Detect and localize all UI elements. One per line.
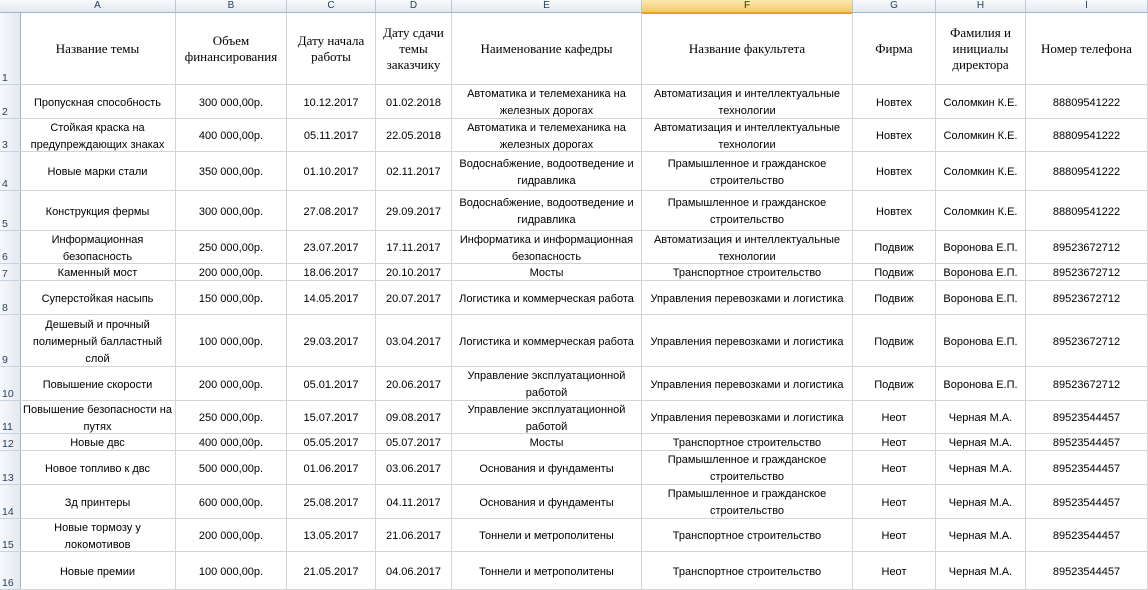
cell-topic[interactable]: Стойкая краска на предупреждающих знаках	[20, 119, 176, 152]
cell-phone[interactable]: 89523544457	[1026, 519, 1148, 552]
cell-topic[interactable]: Новые тормозу у локомотивов	[20, 519, 176, 552]
row-number: 15	[2, 539, 14, 551]
cell-start[interactable]: 01.10.2017	[287, 152, 376, 191]
cell-firm[interactable]: Подвиж	[853, 367, 936, 401]
row-number: 9	[2, 354, 8, 366]
cell-director[interactable]: Черная М.А.	[936, 401, 1026, 434]
cell-department[interactable]: Автоматика и телемеханика на железных дорогах	[452, 85, 642, 119]
cell-start[interactable]: 23.07.2017	[287, 231, 376, 264]
cell-faculty[interactable]: Транспортное строительство	[642, 552, 853, 590]
cell-department[interactable]: Логистика и коммерческая работа	[452, 281, 642, 315]
cell-director[interactable]: Черная М.А.	[936, 552, 1026, 590]
column-header-d[interactable]: D	[376, 0, 452, 13]
cell-start[interactable]: 10.12.2017	[287, 85, 376, 119]
cell-start[interactable]: 25.08.2017	[287, 485, 376, 519]
cell-start[interactable]: 21.05.2017	[287, 552, 376, 590]
cell-department[interactable]: Тоннели и метрополитены	[452, 519, 642, 552]
cell-department[interactable]: Водоснабжение, водоотведение и гидравлика	[452, 152, 642, 191]
cell-faculty[interactable]: Прамышленное и гражданское строительство	[642, 451, 853, 485]
cell-due[interactable]: 29.09.2017	[376, 191, 452, 231]
cell-director[interactable]: Воронова Е.П.	[936, 315, 1026, 367]
cell-funding[interactable]: 200 000,00р.	[176, 519, 287, 552]
cell-phone[interactable]: 89523672712	[1026, 315, 1148, 367]
cell-phone[interactable]: 89523544457	[1026, 451, 1148, 485]
column-header-e[interactable]: E	[452, 0, 642, 13]
row-number: 12	[2, 438, 14, 450]
cell-start[interactable]: 05.01.2017	[287, 367, 376, 401]
row-number: 5	[2, 218, 8, 230]
cell-firm[interactable]: Новтех	[853, 85, 936, 119]
cell-funding[interactable]: 300 000,00р.	[176, 191, 287, 231]
cell-due[interactable]: 17.11.2017	[376, 231, 452, 264]
cell-department[interactable]: Управление эксплуатационной работой	[452, 367, 642, 401]
row-header-2[interactable]	[0, 85, 21, 119]
cell-firm[interactable]: Новтех	[853, 152, 936, 191]
cell-faculty[interactable]: Прамышленное и гражданское строительство	[642, 152, 853, 191]
cell-phone[interactable]: 88809541222	[1026, 191, 1148, 231]
cell-director[interactable]: Соломкин К.Е.	[936, 85, 1026, 119]
cell-topic[interactable]: Пропускная способность	[20, 85, 176, 119]
row-number: 4	[2, 178, 8, 190]
cell-faculty[interactable]: Управления перевозками и логистика	[642, 401, 853, 434]
cell-director[interactable]: Воронова Е.П.	[936, 281, 1026, 315]
cell-due[interactable]: 22.05.2018	[376, 119, 452, 152]
cell-start[interactable]: 14.05.2017	[287, 281, 376, 315]
cell-funding[interactable]: 100 000,00р.	[176, 552, 287, 590]
column-header-c[interactable]: C	[287, 0, 376, 13]
cell-phone[interactable]: 89523544457	[1026, 401, 1148, 434]
cell-topic[interactable]: Суперстойкая насыпь	[20, 281, 176, 315]
cell-department[interactable]: Водоснабжение, водоотведение и гидравлика	[452, 191, 642, 231]
column-header-h[interactable]: H	[936, 0, 1026, 13]
cell-start[interactable]: 27.08.2017	[287, 191, 376, 231]
row-number: 13	[2, 472, 14, 484]
cell-firm[interactable]: Неот	[853, 434, 936, 451]
cell-department[interactable]: Информатика и информационная безопасность	[452, 231, 642, 264]
cell-phone[interactable]: 89523672712	[1026, 367, 1148, 401]
header-cell-department[interactable]: Наименование кафедры	[452, 13, 642, 85]
cell-firm[interactable]: Подвиж	[853, 264, 936, 281]
cell-funding[interactable]: 600 000,00р.	[176, 485, 287, 519]
row-header-1[interactable]	[0, 13, 21, 85]
cell-faculty[interactable]: Прамышленное и гражданское строительство	[642, 191, 853, 231]
cell-department[interactable]: Мосты	[452, 434, 642, 451]
cell-topic[interactable]: Информационная безопасность	[20, 231, 176, 264]
cell-director[interactable]: Черная М.А.	[936, 519, 1026, 552]
cell-start[interactable]: 05.05.2017	[287, 434, 376, 451]
cell-due[interactable]: 05.07.2017	[376, 434, 452, 451]
cell-due[interactable]: 03.06.2017	[376, 451, 452, 485]
cell-topic[interactable]: Новое топливо к двс	[20, 451, 176, 485]
cell-faculty[interactable]: Транспортное строительство	[642, 264, 853, 281]
cell-phone[interactable]: 88809541222	[1026, 152, 1148, 191]
cell-faculty[interactable]: Автоматизация и интеллектуальные технологии	[642, 85, 853, 119]
cell-firm[interactable]: Новтех	[853, 191, 936, 231]
cell-firm[interactable]: Подвиж	[853, 281, 936, 315]
row-header-5[interactable]	[0, 191, 21, 231]
row-number: 14	[2, 506, 14, 518]
cell-funding[interactable]: 250 000,00р.	[176, 401, 287, 434]
cell-phone[interactable]: 88809541222	[1026, 119, 1148, 152]
cell-due[interactable]: 20.10.2017	[376, 264, 452, 281]
column-header-b[interactable]: B	[176, 0, 287, 13]
cell-department[interactable]: Логистика и коммерческая работа	[452, 315, 642, 367]
row-header-4[interactable]	[0, 152, 21, 191]
cell-funding[interactable]: 100 000,00р.	[176, 315, 287, 367]
header-cell-director[interactable]: Фамилия и инициалы директора	[936, 13, 1026, 85]
cell-due[interactable]: 20.06.2017	[376, 367, 452, 401]
cell-topic[interactable]: Каменный мост	[20, 264, 176, 281]
row-header-11[interactable]	[0, 401, 21, 434]
cell-funding[interactable]: 150 000,00р.	[176, 281, 287, 315]
cell-topic[interactable]: Дешевый и прочный полимерный балластный слой	[20, 315, 176, 367]
row-number: 6	[2, 251, 8, 263]
header-cell-firm[interactable]: Фирма	[853, 13, 936, 85]
row-number: 10	[2, 388, 14, 400]
cell-start[interactable]: 01.06.2017	[287, 451, 376, 485]
cell-topic[interactable]: Новые премии	[20, 552, 176, 590]
cell-department[interactable]: Автоматика и телемеханика на железных дорогах	[452, 119, 642, 152]
column-header-a[interactable]: A	[20, 0, 176, 13]
row-number: 16	[2, 577, 14, 589]
cell-director[interactable]: Черная М.А.	[936, 434, 1026, 451]
cell-phone[interactable]: 89523544457	[1026, 552, 1148, 590]
cell-firm[interactable]: Неот	[853, 519, 936, 552]
row-number: 1	[2, 72, 8, 84]
cell-topic[interactable]: Зд принтеры	[20, 485, 176, 519]
row-header-7[interactable]	[0, 264, 21, 281]
cell-director[interactable]: Черная М.А.	[936, 451, 1026, 485]
cell-phone[interactable]: 89523544457	[1026, 434, 1148, 451]
cell-firm[interactable]: Подвиж	[853, 231, 936, 264]
cell-department[interactable]: Тоннели и метрополитены	[452, 552, 642, 590]
header-cell-phone[interactable]: Номер телефона	[1026, 13, 1148, 85]
cell-department[interactable]: Основания и фундаменты	[452, 485, 642, 519]
row-number: 2	[2, 106, 8, 118]
cell-funding[interactable]: 500 000,00р.	[176, 451, 287, 485]
cell-funding[interactable]: 400 000,00р.	[176, 434, 287, 451]
cell-funding[interactable]: 300 000,00р.	[176, 85, 287, 119]
cell-director[interactable]: Соломкин К.Е.	[936, 152, 1026, 191]
row-header-14[interactable]	[0, 485, 21, 519]
header-cell-topic[interactable]: Название темы	[20, 13, 176, 85]
row-header-6[interactable]	[0, 231, 21, 264]
cell-phone[interactable]: 89523672712	[1026, 231, 1148, 264]
cell-firm[interactable]: Неот	[853, 401, 936, 434]
row-header-3[interactable]	[0, 119, 21, 152]
cell-due[interactable]: 01.02.2018	[376, 85, 452, 119]
column-header-f[interactable]: F	[642, 0, 853, 14]
cell-director[interactable]: Черная М.А.	[936, 485, 1026, 519]
cell-due[interactable]: 02.11.2017	[376, 152, 452, 191]
cell-topic[interactable]: Повышение скорости	[20, 367, 176, 401]
cell-topic[interactable]: Повышение безопасности на путях	[20, 401, 176, 434]
row-header-15[interactable]	[0, 519, 21, 552]
row-header-12[interactable]	[0, 434, 21, 451]
cell-due[interactable]: 04.06.2017	[376, 552, 452, 590]
cell-due[interactable]: 20.07.2017	[376, 281, 452, 315]
row-header-10[interactable]	[0, 367, 21, 401]
cell-department[interactable]: Мосты	[452, 264, 642, 281]
cell-faculty[interactable]: Управления перевозками и логистика	[642, 367, 853, 401]
cell-due[interactable]: 03.04.2017	[376, 315, 452, 367]
row-number: 11	[2, 421, 13, 433]
cell-phone[interactable]: 89523544457	[1026, 485, 1148, 519]
cell-start[interactable]: 29.03.2017	[287, 315, 376, 367]
cell-director[interactable]: Воронова Е.П.	[936, 367, 1026, 401]
header-cell-faculty[interactable]: Название факультета	[642, 13, 853, 85]
header-cell-start[interactable]: Дату начала работы	[287, 13, 376, 85]
cell-director[interactable]: Воронова Е.П.	[936, 231, 1026, 264]
cell-faculty[interactable]: Транспортное строительство	[642, 434, 853, 451]
row-header-13[interactable]	[0, 451, 21, 485]
cell-department[interactable]: Основания и фундаменты	[452, 451, 642, 485]
cell-faculty[interactable]: Прамышленное и гражданское строительство	[642, 485, 853, 519]
cell-funding[interactable]: 200 000,00р.	[176, 367, 287, 401]
cell-topic[interactable]: Новые двс	[20, 434, 176, 451]
cell-phone[interactable]: 88809541222	[1026, 85, 1148, 119]
row-header-8[interactable]	[0, 281, 21, 315]
column-header-i[interactable]: I	[1026, 0, 1148, 13]
cell-funding[interactable]: 200 000,00р.	[176, 264, 287, 281]
cell-funding[interactable]: 350 000,00р.	[176, 152, 287, 191]
cell-firm[interactable]: Новтех	[853, 119, 936, 152]
cell-funding[interactable]: 400 000,00р.	[176, 119, 287, 152]
cell-phone[interactable]: 89523672712	[1026, 264, 1148, 281]
row-number: 7	[2, 268, 8, 280]
row-header-9[interactable]	[0, 315, 21, 367]
header-cell-funding[interactable]: Объем финансирования	[176, 13, 287, 85]
cell-faculty[interactable]: Автоматизация и интеллектуальные технологии	[642, 231, 853, 264]
cell-start[interactable]: 15.07.2017	[287, 401, 376, 434]
cell-director[interactable]: Соломкин К.Е.	[936, 119, 1026, 152]
header-cell-due[interactable]: Дату сдачи темы заказчику	[376, 13, 452, 85]
cell-faculty[interactable]: Автоматизация и интеллектуальные технологии	[642, 119, 853, 152]
cell-firm[interactable]: Неот	[853, 451, 936, 485]
column-header-g[interactable]: G	[853, 0, 936, 13]
cell-topic[interactable]: Новые марки стали	[20, 152, 176, 191]
select-all-corner[interactable]	[0, 0, 21, 13]
cell-due[interactable]: 04.11.2017	[376, 485, 452, 519]
column-header-bar	[0, 0, 1148, 13]
cell-department[interactable]: Управление эксплуатационной работой	[452, 401, 642, 434]
cell-start[interactable]: 18.06.2017	[287, 264, 376, 281]
cell-faculty[interactable]: Транспортное строительство	[642, 519, 853, 552]
row-number: 8	[2, 302, 8, 314]
cell-firm[interactable]: Подвиж	[853, 315, 936, 367]
cell-start[interactable]: 05.11.2017	[287, 119, 376, 152]
row-header-16[interactable]	[0, 552, 21, 590]
cell-firm[interactable]: Неот	[853, 485, 936, 519]
cell-topic[interactable]: Конструкция фермы	[20, 191, 176, 231]
row-number: 3	[2, 139, 8, 151]
cell-due[interactable]: 21.06.2017	[376, 519, 452, 552]
cell-phone[interactable]: 89523672712	[1026, 281, 1148, 315]
cell-firm[interactable]: Неот	[853, 552, 936, 590]
cell-director[interactable]: Воронова Е.П.	[936, 264, 1026, 281]
cell-faculty[interactable]: Управления перевозками и логистика	[642, 281, 853, 315]
cell-due[interactable]: 09.08.2017	[376, 401, 452, 434]
cell-faculty[interactable]: Управления перевозками и логистика	[642, 315, 853, 367]
cell-start[interactable]: 13.05.2017	[287, 519, 376, 552]
cell-funding[interactable]: 250 000,00р.	[176, 231, 287, 264]
cell-director[interactable]: Соломкин К.Е.	[936, 191, 1026, 231]
